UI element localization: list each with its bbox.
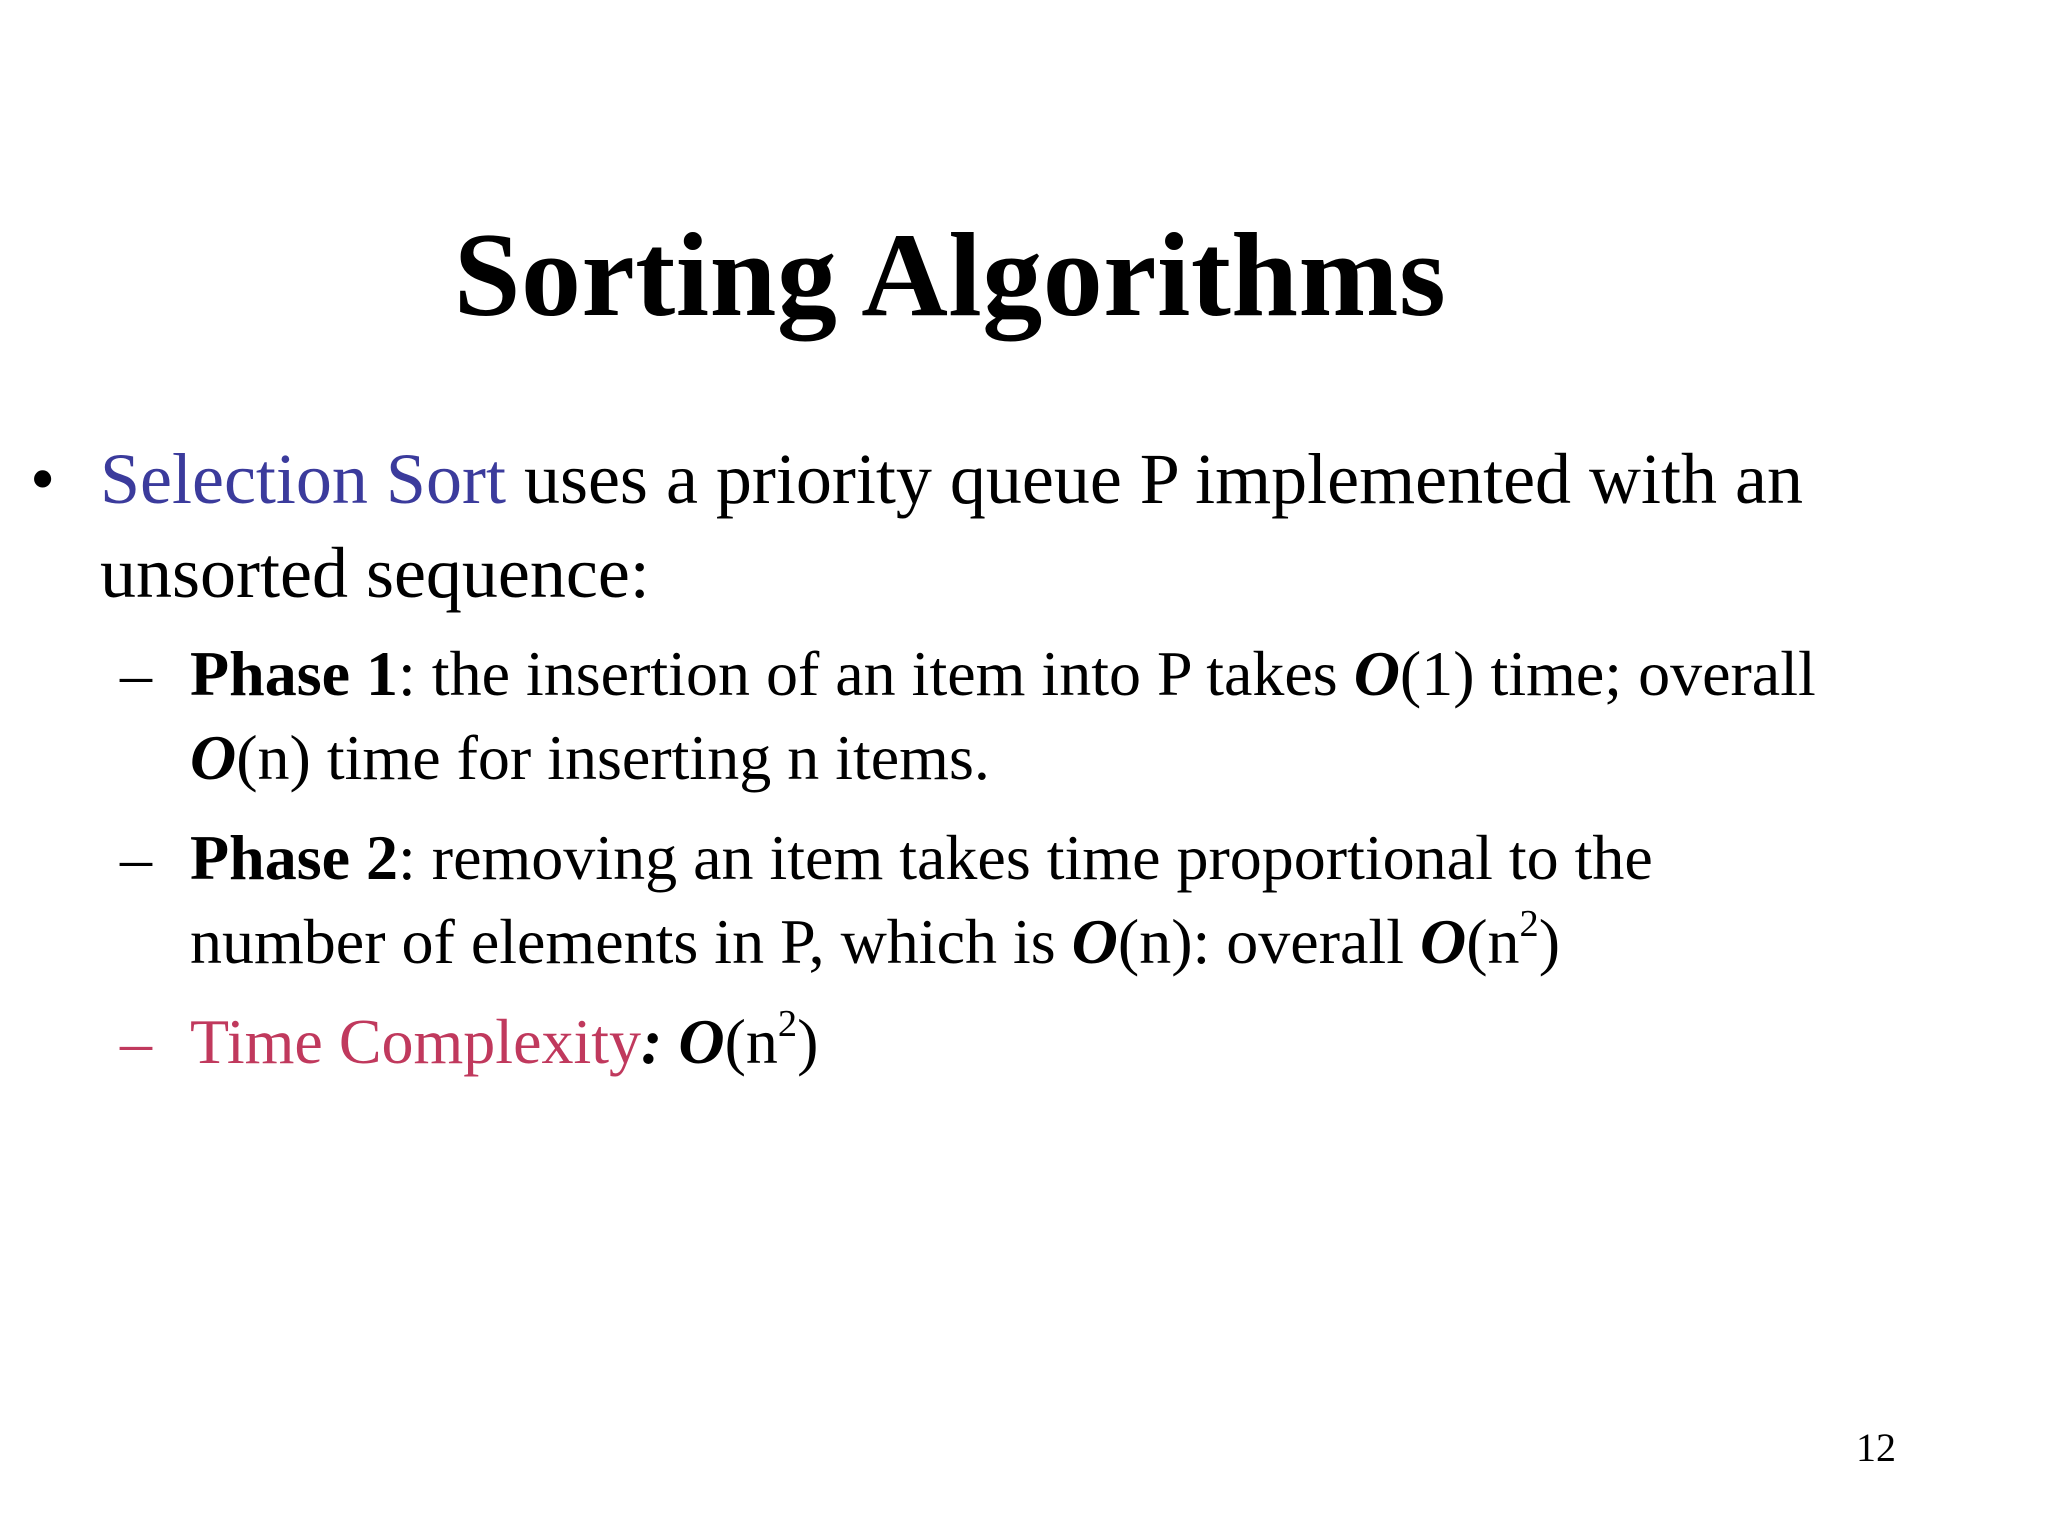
big-o-symbol: O xyxy=(678,1006,725,1077)
colon: : xyxy=(641,1006,663,1077)
phase-1-text-a: : the insertion of an item into P takes xyxy=(398,638,1354,709)
big-o-symbol: O xyxy=(190,722,237,793)
phase-1-text-c: (n) time for inserting n items. xyxy=(236,722,990,793)
phase-2-label: Phase 2 xyxy=(190,822,398,893)
big-o-symbol: O xyxy=(1419,906,1467,977)
complexity-text-a: (n xyxy=(724,1006,778,1077)
big-o-symbol: O xyxy=(1353,638,1400,709)
phase-2-text-a: : removing an item takes time proportional to the number of elements in P, which is xyxy=(190,822,1653,977)
superscript: 2 xyxy=(777,1003,798,1046)
phase-1-label: Phase 1 xyxy=(190,638,398,709)
dash-icon: – xyxy=(120,638,152,709)
big-o-symbol: O xyxy=(1071,906,1118,977)
selection-sort-term: Selection Sort xyxy=(100,439,506,519)
dash-icon: – xyxy=(120,822,152,893)
dash-icon: – xyxy=(120,1006,152,1077)
phase-1-text-b: (1) time; overall xyxy=(1399,638,1816,709)
bullet-dot-icon: • xyxy=(30,439,56,519)
bullet-row xyxy=(30,432,1830,620)
slide-title: Sorting Algorithms xyxy=(453,208,1447,341)
phase-2-text-b: (n): overall xyxy=(1117,906,1420,977)
page-number: 12 xyxy=(1856,1425,1896,1470)
phase-2-text-c: (n xyxy=(1466,906,1520,977)
sub-item-phase-2 xyxy=(120,816,1820,984)
sub-item-time-complexity xyxy=(120,1000,1820,1084)
sub-bullet-list xyxy=(120,632,1820,1084)
bullet-text: uses a priority queue P implemented with an unsorted sequence: xyxy=(100,439,1804,613)
complexity-text-b: ) xyxy=(797,1006,819,1077)
time-complexity-label: Time Complexity xyxy=(190,1006,642,1077)
sub-item-phase-1 xyxy=(120,632,1820,800)
main-bullet xyxy=(30,432,1830,620)
phase-2-text-d: ) xyxy=(1538,906,1561,977)
superscript: 2 xyxy=(1519,903,1539,946)
